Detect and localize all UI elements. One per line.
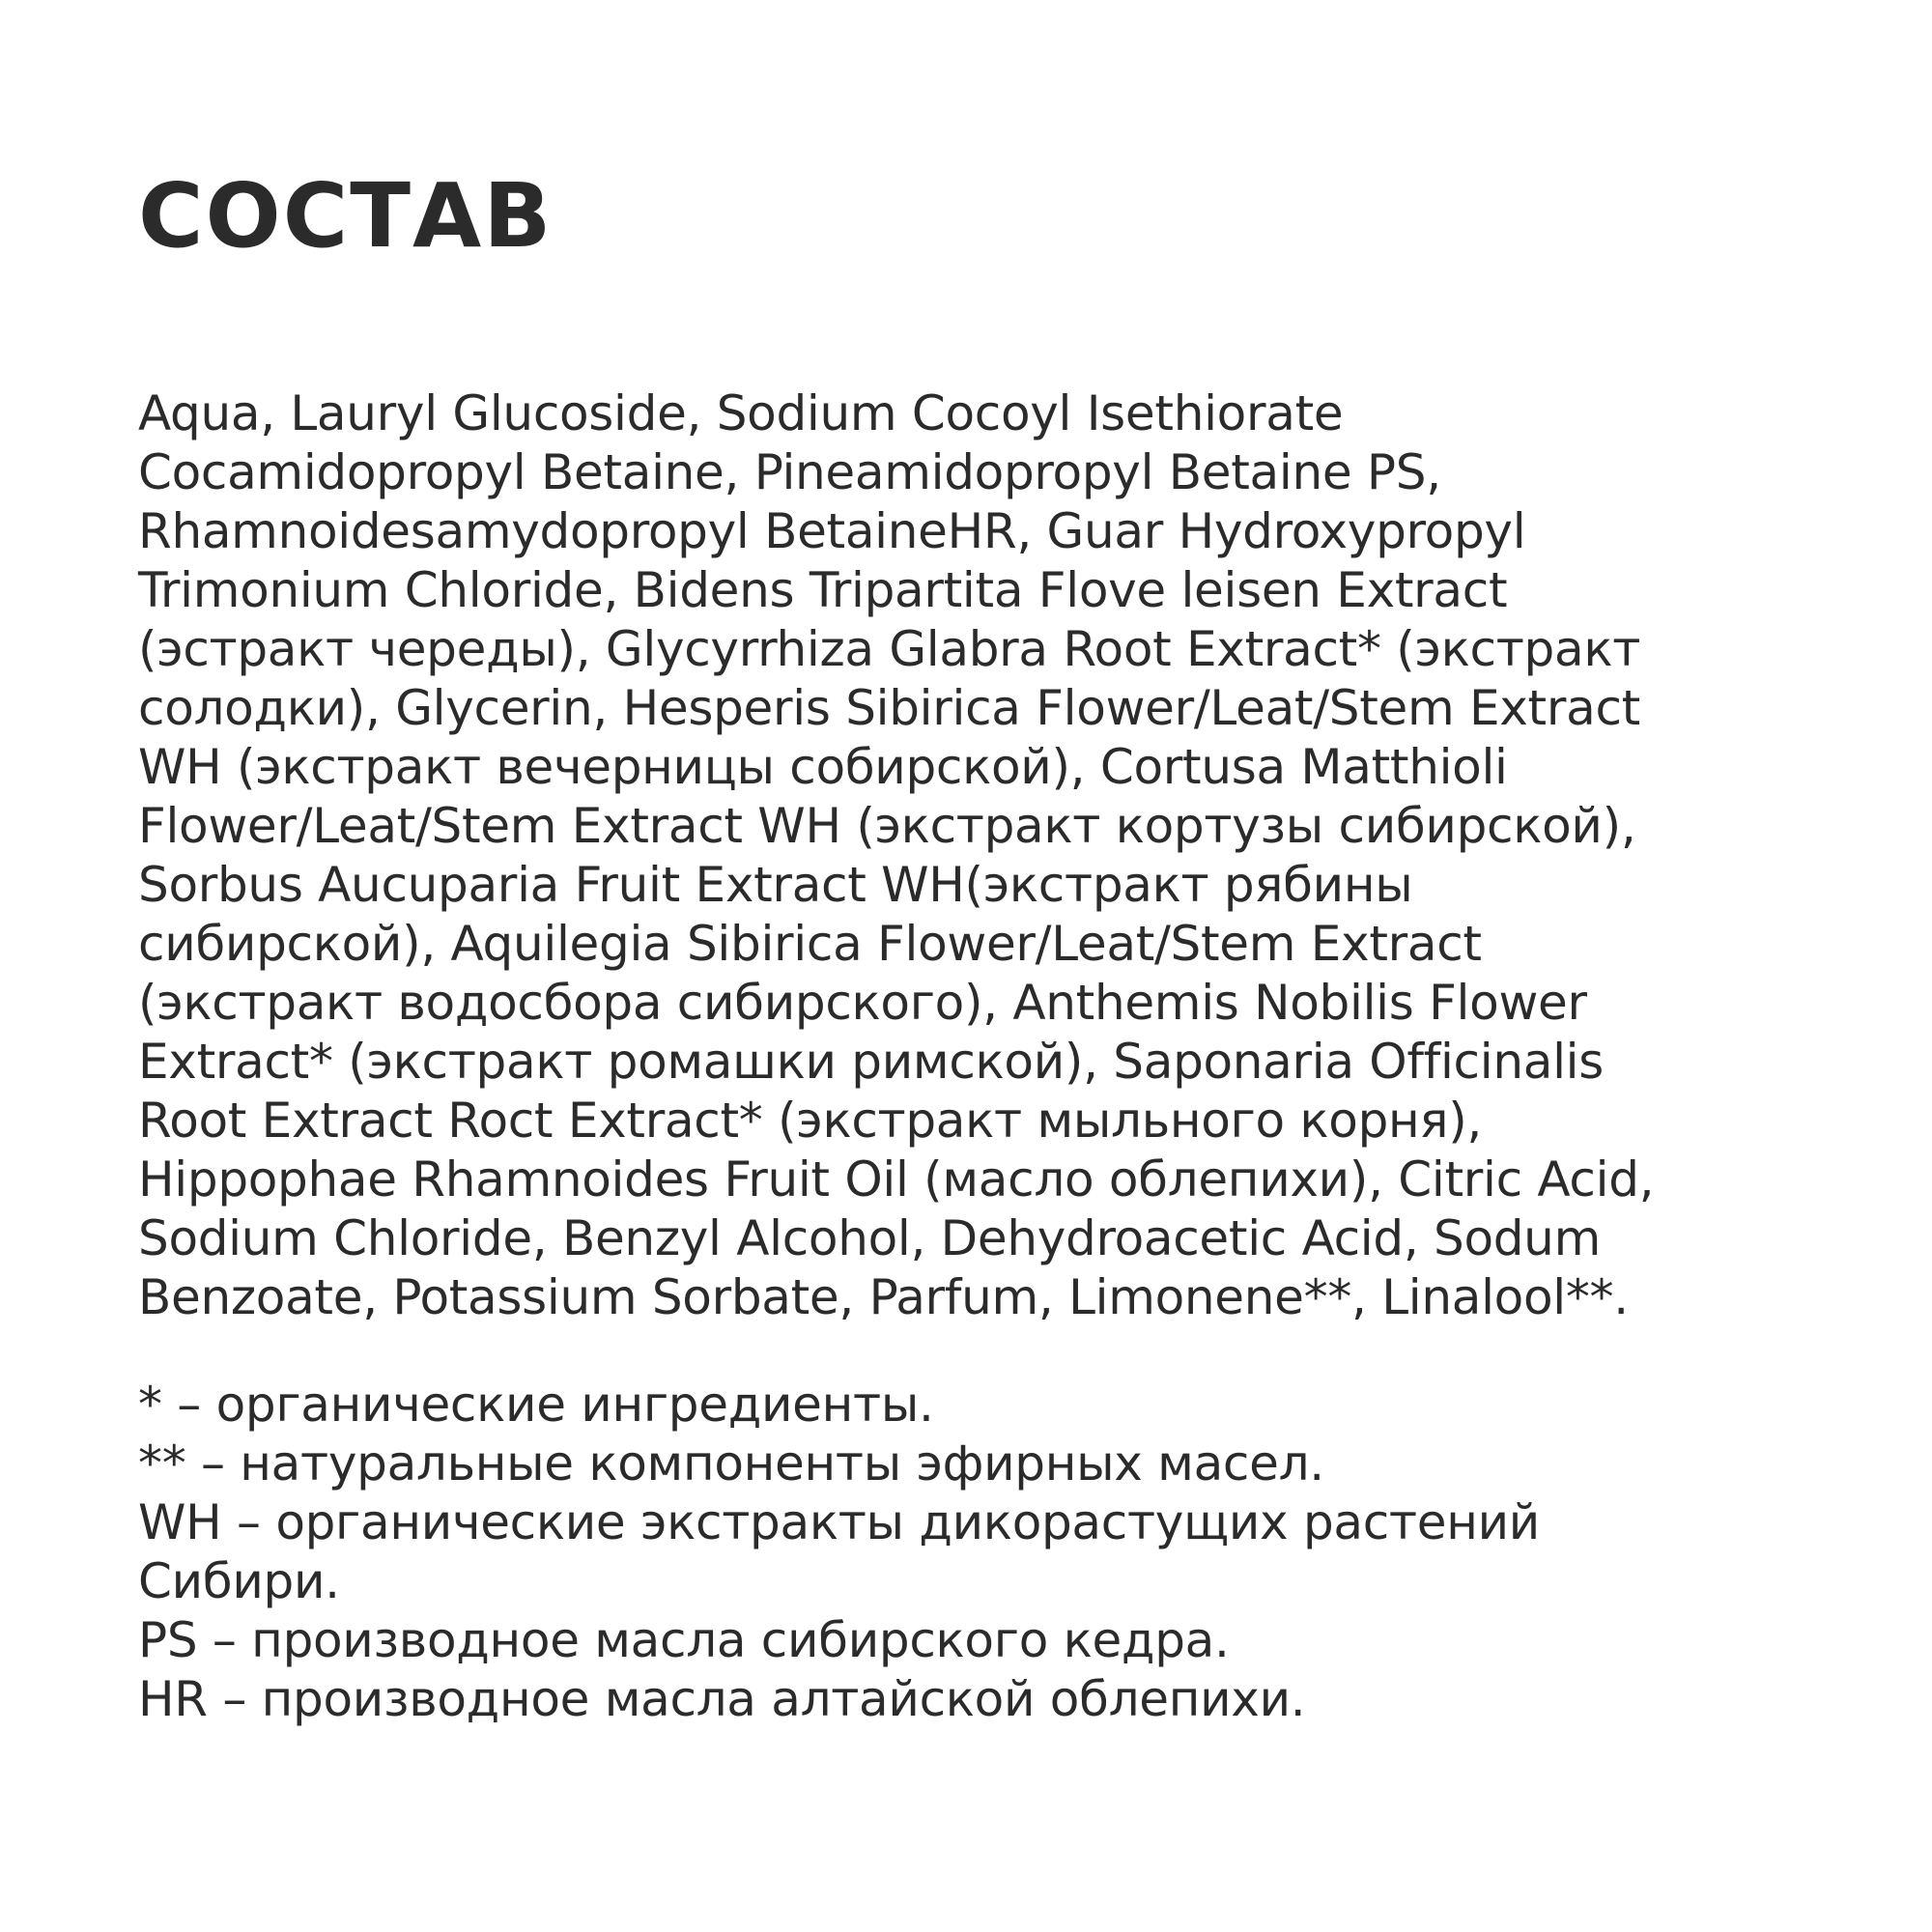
ingredients-line: Hippophae Rhamnoides Fruit Oil (масло облепихи), Citric Acid, [138,1151,1655,1208]
ingredients-line: Rhamnoidesamydopropyl BetaineHR, Guar Hydroxypropyl [138,503,1526,559]
footnotes [138,1376,1800,1729]
ingredients-line: Root Extract Roct Extract* (экстракт мыльного корня), [138,1093,1483,1149]
ingredients-line: сибирской), Aquilegia Sibirica Flower/Leat/Stem Extract [138,916,1482,972]
ingredients-line: Flower/Leat/Stem Extract WH (экстракт кортузы сибирской), [138,798,1636,854]
footnote-wh-continued: Сибири. [138,1553,340,1609]
ingredients-line: Trimonium Chloride, Bidens Tripartita Flove leisen Extract [138,562,1508,618]
footnote-essential-oils: ** – натуральные компоненты эфирных масел. [138,1435,1324,1492]
footnote-ps: PS – производное масла сибирского кедра. [138,1612,1230,1668]
ingredients-line: (эстракт череды), Glycyrrhiza Glabra Root Extract* (экстракт [138,621,1641,677]
ingredients-line: (экстракт водосбора сибирского), Anthemis Nobilis Flower [138,975,1587,1031]
footnote-hr: HR – производное масла алтайской облепихи. [138,1671,1306,1727]
footnote-organic: * – органические ингредиенты. [138,1377,934,1433]
ingredients-line: Sodium Chloride, Benzyl Alcohol, Dehydroacetic Acid, Sodum [138,1210,1601,1266]
ingredients-line: WH (экстракт вечерницы собирской), Cortusa Matthioli [138,739,1508,795]
ingredients-line: Aqua, Lauryl Glucoside, Sodium Cocoyl Isethiorate [138,385,1344,441]
ingredients-list [138,384,1800,1327]
ingredients-line: солодки), Glycerin, Hesperis Sibirica Flower/Leat/Stem Extract [138,680,1640,736]
footnote-wh: WH – органические экстракты дикорастущих растений [138,1494,1540,1550]
page-title: СОСТАВ [138,164,554,268]
ingredients-line: Sorbus Aucuparia Fruit Extract WH(экстракт рябины [138,857,1413,913]
ingredients-line: Benzoate, Potassium Sorbate, Parfum, Limonene**, Linalool**. [138,1269,1629,1325]
ingredients-line: Cocamidopropyl Betaine, Pineamidopropyl Betaine PS, [138,444,1441,500]
ingredients-line: Extract* (экстракт ромашки римской), Saponaria Officinalis [138,1034,1605,1090]
